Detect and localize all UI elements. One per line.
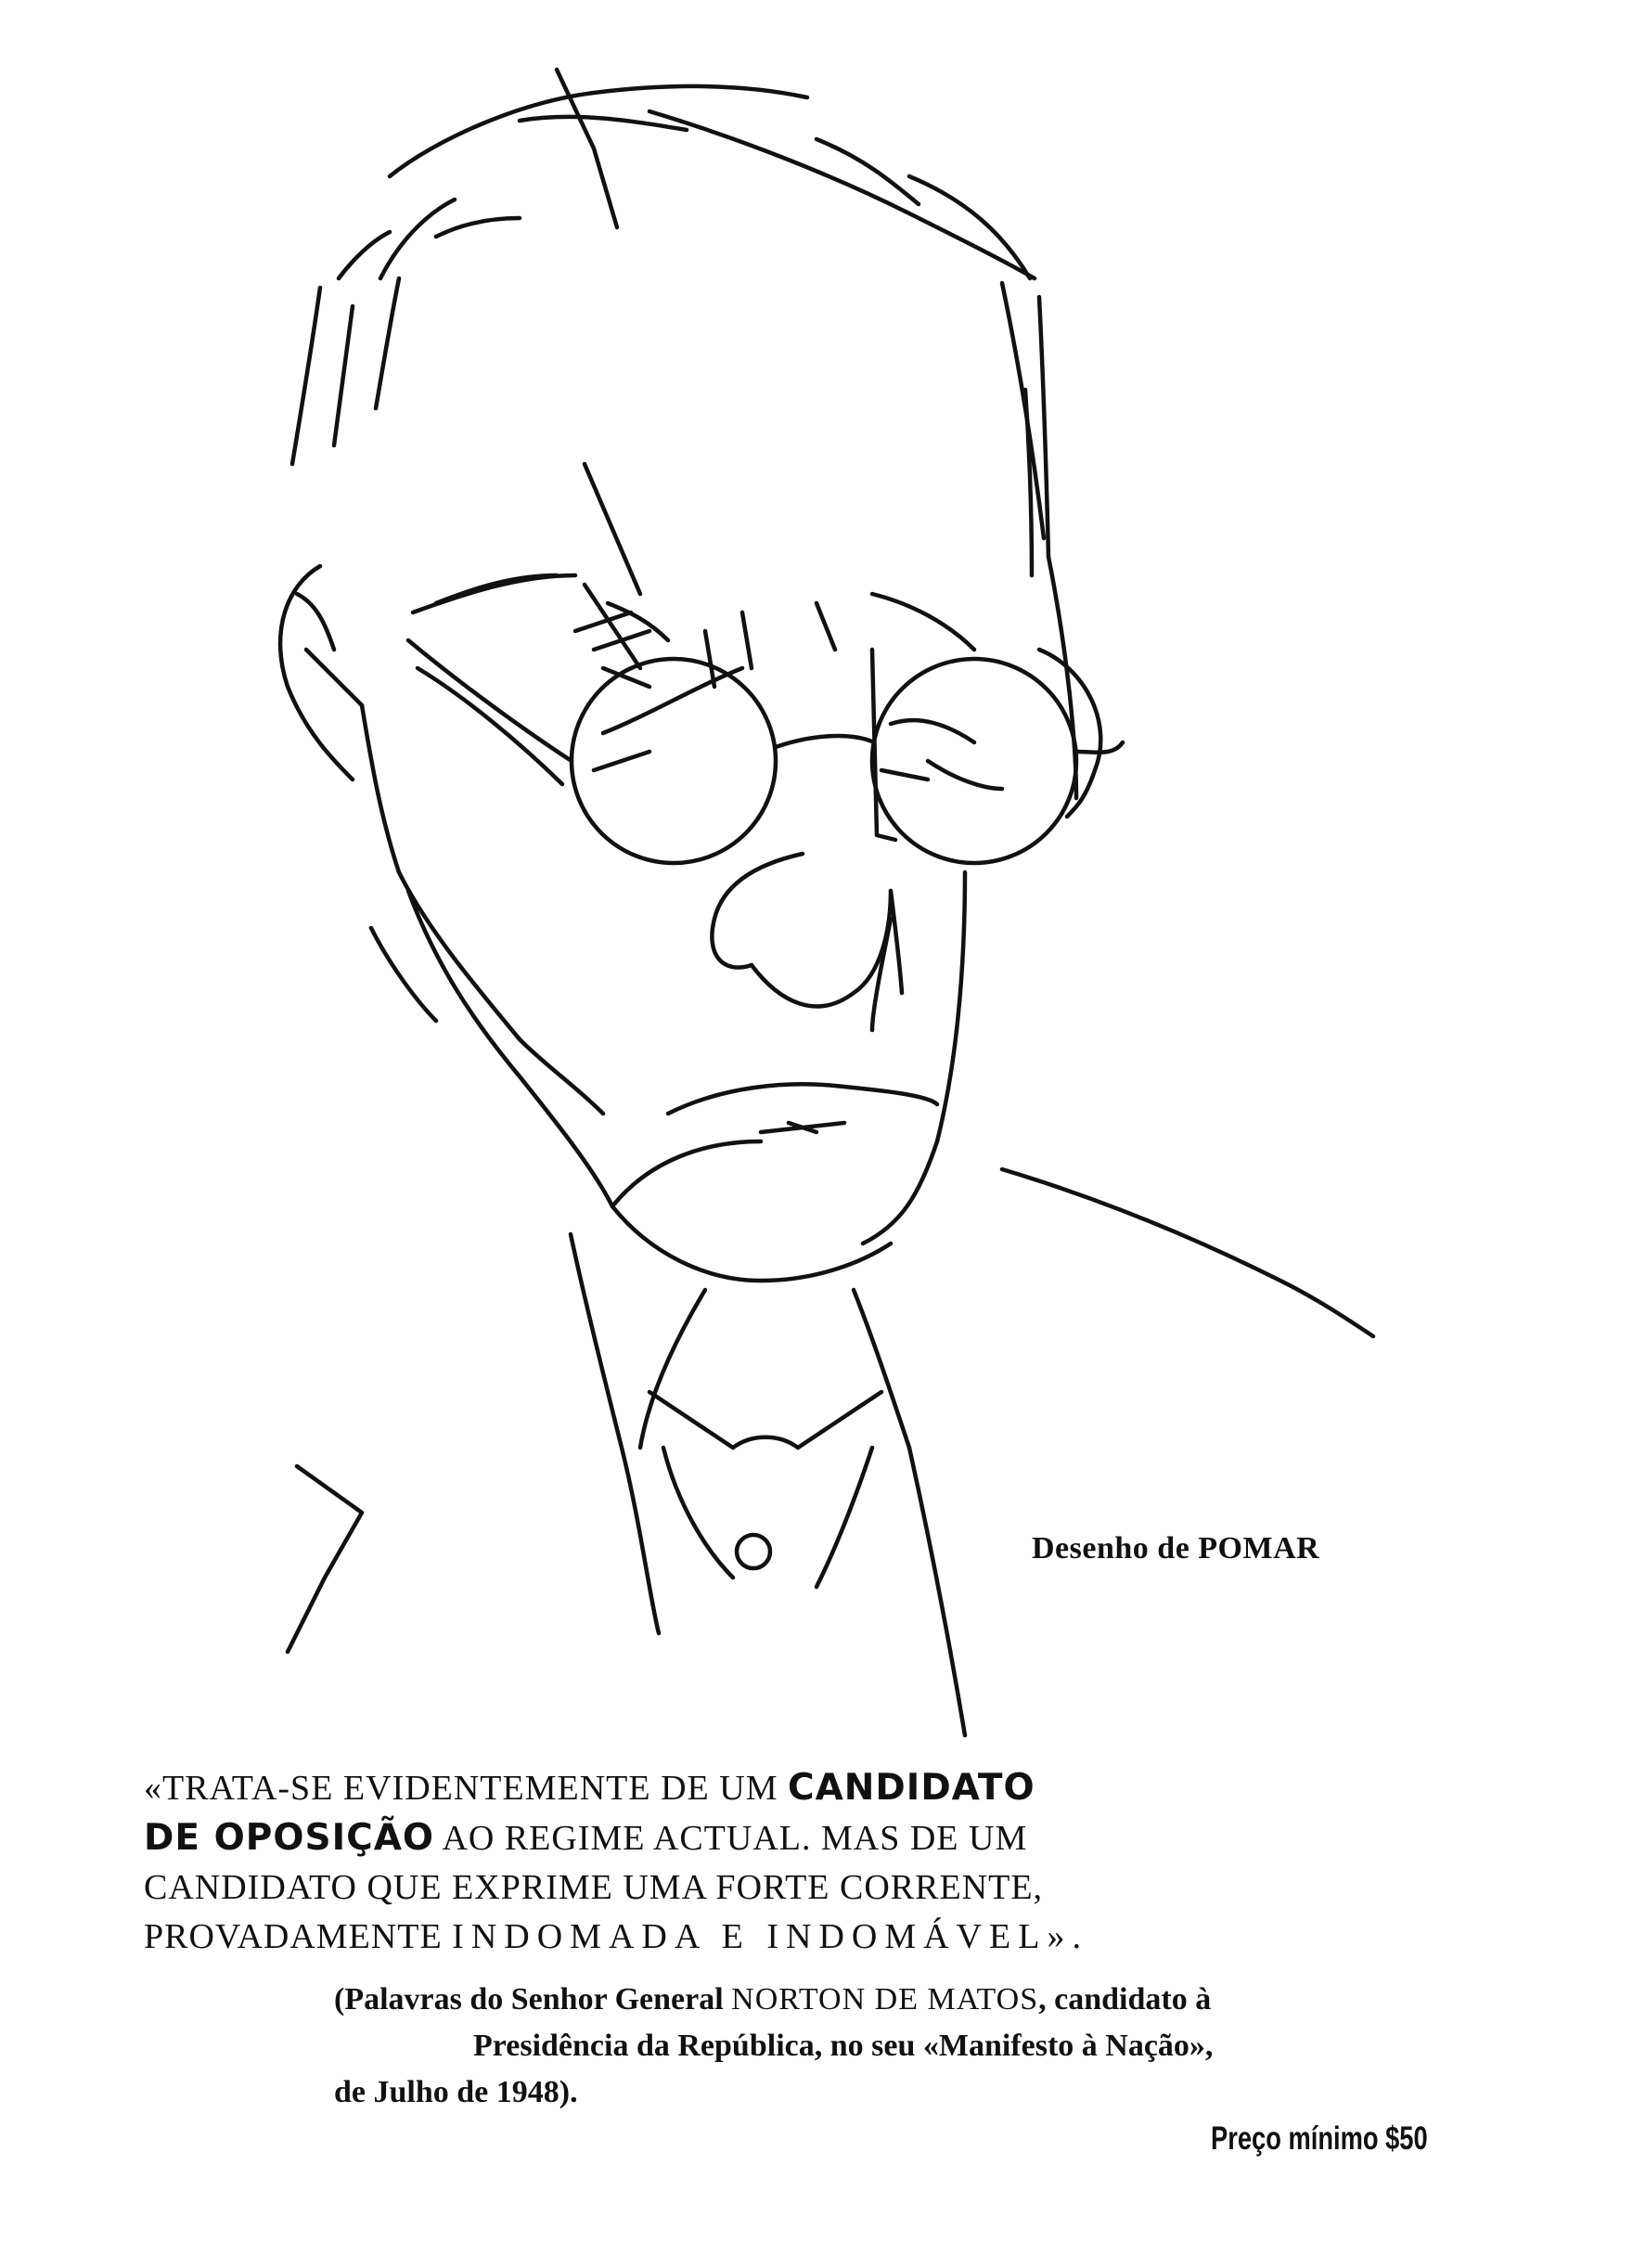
quote-spaced-text: INDOMADA E INDOMÁVEL».	[452, 1917, 1088, 1956]
quote-block	[144, 1763, 1211, 1962]
price-label: Preço mínimo $50	[1211, 2120, 1428, 2157]
illustration-credit: Desenho de POMAR	[1032, 1531, 1320, 1566]
quote-text: PROVADAMENTE	[144, 1917, 453, 1956]
attribution-block	[334, 1977, 1466, 2116]
quote-line-4	[144, 1913, 1211, 1962]
attribution-row-2: Presidência da República, no seu «Manifesto à Nação»,	[473, 2029, 1214, 2063]
attribution-name: NORTON DE MATOS	[731, 1982, 1039, 2017]
attribution-row-1	[334, 1977, 1466, 2023]
quote-line-2	[144, 1813, 1211, 1863]
quote-emphasis: CANDIDATO	[787, 1767, 1035, 1809]
quote-text: AO REGIME ACTUAL. MAS DE UM	[434, 1819, 1028, 1858]
attribution-text: (Palavras do Senhor General	[334, 1982, 732, 2017]
quote-line-1	[144, 1763, 1211, 1813]
quote-emphasis: DE OPOSIÇÃO	[144, 1817, 435, 1859]
attribution-row-3: de Julho de 1948).	[334, 2075, 578, 2109]
quote-line-3: CANDIDATO QUE EXPRIME UMA FORTE CORRENTE,	[144, 1868, 1044, 1907]
attribution-text: , candidato à	[1038, 1982, 1212, 2017]
quote-text: «TRATA-SE EVIDENTEMENTE DE UM	[144, 1769, 788, 1808]
